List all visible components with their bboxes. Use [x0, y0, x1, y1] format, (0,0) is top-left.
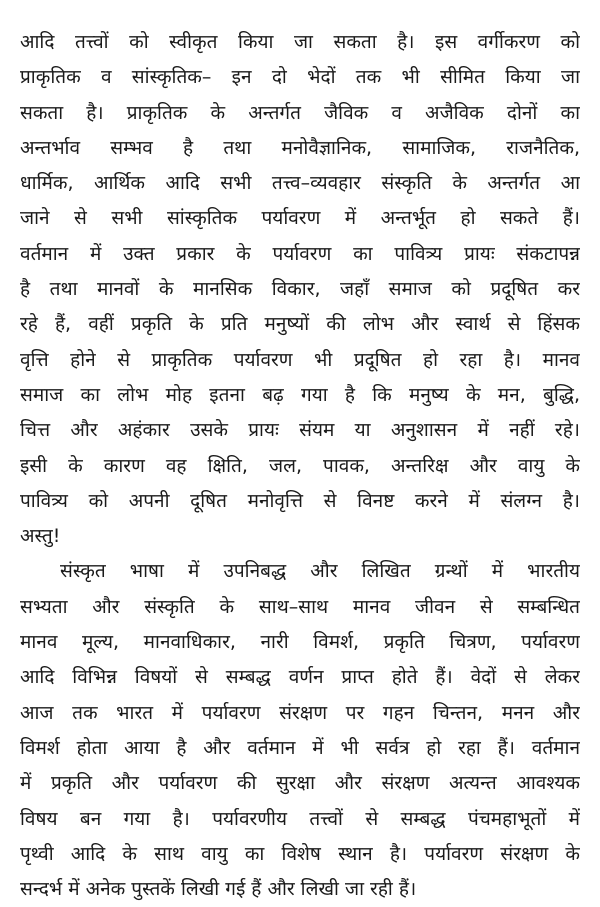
text-line: आदि विभिन्न विषयों से सम्बद्ध वर्णन प्राप्त होते हैं। वेदों से लेकर [20, 666, 580, 689]
text-line: वर्तमान में उक्त प्रकार के पर्यावरण का पावित्र्य प्रायः संकटापन्न [20, 242, 580, 265]
text-line: अस्तु! [20, 525, 61, 548]
document-page [20, 25, 580, 907]
text-line: सकता है। प्राकृतिक के अन्तर्गत जैविक व अजैविक दोनों का [20, 101, 580, 124]
text-line: जाने से सभी सांस्कृतिक पर्यावरण में अन्तर्भूत हो सकते हैं। [20, 207, 580, 230]
text-line: आज तक भारत में पर्यावरण संरक्षण पर गहन चिन्तन, मनन और [20, 701, 580, 724]
text-line: चित्त और अहंकार उसके प्रायः संयम या अनुशासन में नहीं रहे। [20, 419, 580, 442]
text-line: विषय बन गया है। पर्यावरणीय तत्त्वों से सम्बद्ध पंचमहाभूतों में [20, 807, 580, 830]
text-line: संस्कृत भाषा में उपनिबद्ध और लिखित ग्रन्थों में भारतीय [60, 560, 580, 583]
text-line: सभ्यता और संस्कृति के साथ–साथ मानव जीवन से सम्बन्धित [20, 595, 580, 618]
text-line: धार्मिक, आर्थिक आदि सभी तत्त्व–व्यवहार संस्कृति के अन्तर्गत आ [20, 172, 580, 195]
text-line: विमर्श होता आया है और वर्तमान में भी सर्वत्र हो रहा हैं। वर्तमान [20, 736, 580, 759]
text-line: मानव मूल्य, मानवाधिकार, नारी विमर्श, प्रकृति चित्रण, पर्यावरण [20, 631, 580, 654]
paragraph-2 [20, 554, 580, 907]
text-line: इसी के कारण वह क्षिति, जल, पावक, अन्तरिक्ष और वायु के [20, 454, 580, 477]
text-line: है तथा मानवों के मानसिक विकार, जहाँ समाज को प्रदूषित कर [20, 278, 580, 301]
text-line: आदि तत्त्वों को स्वीकृत किया जा सकता है। इस वर्गीकरण को [20, 31, 580, 53]
text-line: प्राकृतिक व सांस्कृतिक– इन दो भेदों तक भी सीमित किया जा [20, 66, 580, 89]
paragraph-1 [20, 25, 580, 554]
text-line: सन्दर्भ में अनेक पुस्तकें लिखी गई हैं और लिखी जा रही हैं। [20, 878, 417, 901]
text-line: अन्तर्भाव सम्भव है तथा मनोवैज्ञानिक, सामाजिक, राजनैतिक, [20, 136, 580, 159]
text-line: वृत्ति होने से प्राकृतिक पर्यावरण भी प्रदूषित हो रहा है। मानव [20, 348, 580, 371]
text-line: पृथ्वी आदि के साथ वायु का विशेष स्थान है। पर्यावरण संरक्षण के [20, 842, 580, 865]
text-line: पावित्र्य को अपनी दूषित मनोवृत्ति से विनष्ट करने में संलग्न है। [20, 489, 580, 512]
text-line: में प्रकृति और पर्यावरण की सुरक्षा और संरक्षण अत्यन्त आवश्यक [20, 772, 580, 795]
text-line: रहे हैं, वहीं प्रकृति के प्रति मनुष्यों की लोभ और स्वार्थ से हिंसक [20, 313, 580, 336]
text-line: समाज का लोभ मोह इतना बढ़ गया है कि मनुष्य के मन, बुद्धि, [20, 383, 580, 406]
